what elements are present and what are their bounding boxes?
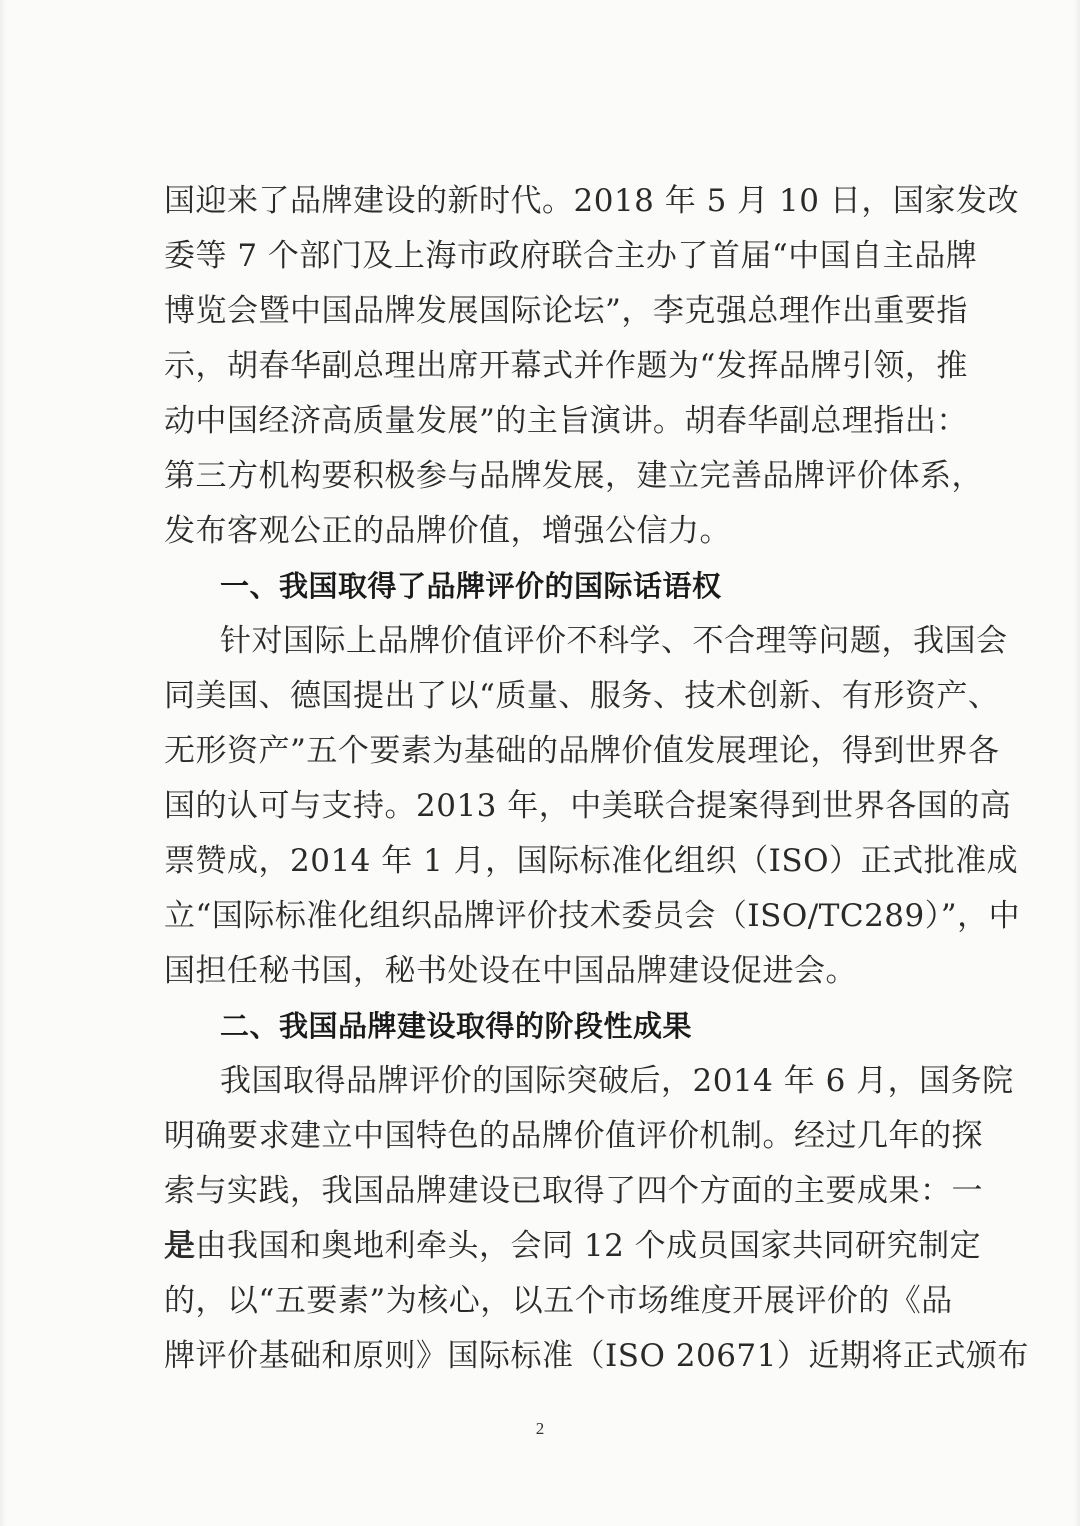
paragraph-line: 国担任秘书国，秘书处设在中国品牌建设促进会。	[164, 953, 857, 989]
section-heading-2: 二、我国品牌建设取得的阶段性成果	[220, 1009, 693, 1043]
paragraph-line: 索与实践，我国品牌建设已取得了四个方面的主要成果：一	[164, 1173, 983, 1209]
paragraph-line: 立“国际标准化组织品牌评价技术委员会（ISO/TC289）”，中	[164, 898, 1021, 934]
paragraph-line: 委等 7 个部门及上海市政府联合主办了首届“中国自主品牌	[164, 238, 978, 274]
paragraph-line: 博览会暨中国品牌发展国际论坛”，李克强总理作出重要指	[164, 293, 968, 329]
paragraph-line: 针对国际上品牌价值评价不科学、不合理等问题，我国会	[220, 623, 1008, 659]
document-body	[164, 174, 1029, 1384]
emphasis-word: 是	[164, 1228, 196, 1264]
page-edge-left	[0, 0, 6, 1526]
paragraph-line: 票赞成，2014 年 1 月，国际标准化组织（ISO）正式批准成	[164, 843, 1019, 879]
paragraph-line: 无形资产”五个要素为基础的品牌价值发展理论，得到世界各	[164, 733, 1000, 769]
paragraph-text: 由我国和奥地利牵头，会同 12 个成员国家共同研究制定	[195, 1228, 982, 1264]
paragraph-line: 的，以“五要素”为核心，以五个市场维度开展评价的《品	[164, 1283, 953, 1319]
paragraph-line: 动中国经济高质量发展”的主旨演讲。胡春华副总理指出：	[164, 403, 968, 439]
paragraph-line: 我国取得品牌评价的国际突破后，2014 年 6 月，国务院	[220, 1063, 1014, 1099]
paragraph-line: 第三方机构要积极参与品牌发展，建立完善品牌评价体系，	[164, 458, 983, 494]
paragraph-line: 明确要求建立中国特色的品牌价值评价机制。经过几年的探	[164, 1118, 983, 1154]
paragraph-line: 示，胡春华副总理出席开幕式并作题为“发挥品牌引领，推	[164, 348, 968, 384]
paragraph-line: 国迎来了品牌建设的新时代。2018 年 5 月 10 日，国家发改	[164, 183, 1019, 219]
paragraph-line	[164, 1219, 982, 1274]
paragraph-line: 发布客观公正的品牌价值，增强公信力。	[164, 513, 731, 549]
page-edge-right	[1074, 0, 1080, 1526]
paragraph-line: 牌评价基础和原则》国际标准（ISO 20671）近期将正式颁布	[164, 1338, 1029, 1374]
section-heading-1: 一、我国取得了品牌评价的国际话语权	[220, 569, 722, 603]
paragraph-line: 国的认可与支持。2013 年，中美联合提案得到世界各国的高	[164, 788, 1012, 824]
page-number: 2	[535, 1419, 545, 1438]
paragraph-line: 同美国、德国提出了以“质量、服务、技术创新、有形资产、	[164, 678, 1000, 714]
